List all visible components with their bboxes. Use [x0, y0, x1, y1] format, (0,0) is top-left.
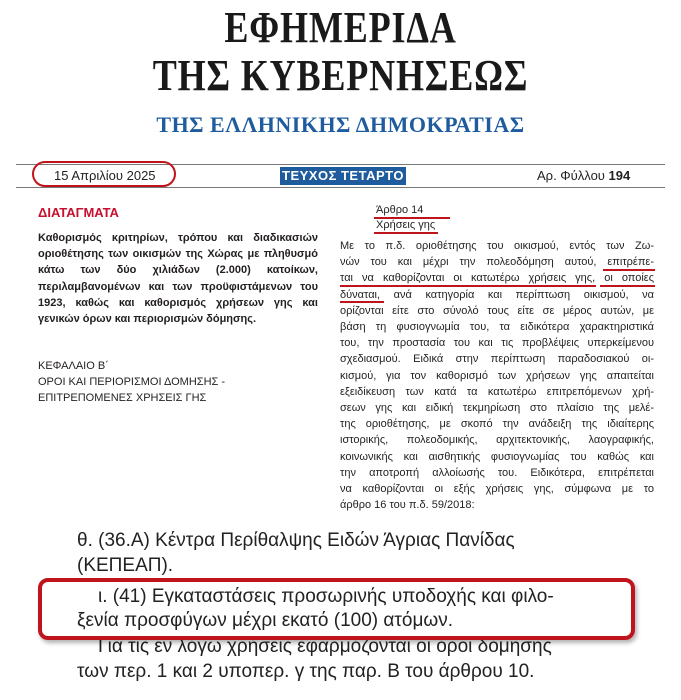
- highlight-underline-4: [340, 301, 384, 303]
- article-line: ορίζονται είτε στο σύνολό τους είτε σε μέρος αυτών, με: [340, 304, 654, 317]
- chapter-title-line1: ΟΡΟΙ ΚΑΙ ΠΕΡΙΟΡΙΣΜΟΙ ΔΟΜΗΣΗΣ -: [38, 376, 226, 388]
- chapter-number: ΚΕΦΑΛΑΙΟ Β΄: [38, 360, 109, 372]
- article-number: Άρθρο 14: [376, 204, 424, 216]
- zoomed-line-4: ξενία προσφύγων μέχρι εκατό (100) ατόμων.: [77, 610, 454, 631]
- zoomed-line-6: των περ. 1 και 2 υποπερ. γ της παρ. Β του άρθρου 10.: [77, 661, 535, 682]
- header-bottom-rule: [16, 187, 665, 188]
- article-line: βάση τη φυσιογνωμία του, τα ειδικότερα χαρακτηριστικά: [340, 321, 654, 334]
- sheet-label: Αρ. Φύλλου: [537, 168, 605, 183]
- zoomed-line-5: Για τις εν λόγω χρήσεις εφαρμόζονται οι όροι δόμησης: [98, 636, 552, 657]
- article-line: να καθορίζονται οι εξής χρήσεις γης, σύμφωνα με το: [340, 483, 654, 496]
- article-line: της οριοθέτησης, με σκοπό την ανάδειξη της ιδιαίτερης: [340, 418, 654, 431]
- issue-badge: ΤΕΥΧΟΣ ΤΕΤΑΡΤΟ: [280, 167, 406, 185]
- masthead-subtitle: ΤΗΣ ΕΛΛΗΝΙΚΗΣ ΔΗΜΟΚΡΑΤΙΑΣ: [156, 112, 525, 137]
- article-title: Χρήσεις γης: [376, 219, 436, 231]
- section-title: ΔΙΑΤΑΓΜΑΤΑ: [38, 205, 119, 220]
- masthead-title-line2: ΤΗΣ ΚΥΒΕΡΝΗΣΕΩΣ: [152, 51, 529, 100]
- article-line: κοινωνικής και αισθητικής φυσιογνωμίας του καθώς και: [340, 450, 654, 463]
- highlight-underline-1: [603, 269, 655, 271]
- article-line: ιστορικής, πολεοδομικής, αρχιτεκτονικής, λαογραφικής,: [340, 434, 654, 447]
- issue-date: 15 Απριλίου 2025: [54, 168, 156, 183]
- article-line: σχεδιασμού. Ειδικά στην περίπτωση παραδοσιακού οι-: [340, 353, 654, 366]
- article-line: ται να καθορίζονται οι κατωτέρω χρήσεις γης, οι οποίες: [340, 272, 654, 285]
- article-line: σεων γης και ειδική τεκμηρίωση στο πλαίσιο της μελέ-: [340, 402, 654, 415]
- zoomed-line-1: θ. (36.Α) Κέντρα Περίθαλψης Ειδών Άγριας Πανίδας: [77, 530, 515, 551]
- article-line: κισμού, για τον καθορισμό των χρήσεων γης απαιτείται: [340, 369, 654, 382]
- highlight-underline-3: [600, 285, 655, 287]
- zoomed-line-3: ι. (41) Εγκαταστάσεις προσωρινής υποδοχής και φιλο-: [98, 586, 554, 607]
- highlight-underline-2: [340, 285, 596, 287]
- article-line: Με το π.δ. οριοθέτησης του οικισμού, εντός των Ζω-: [340, 240, 654, 252]
- decree-summary: Καθορισμός κριτηρίων, τρόπου και διαδικασιών οριοθέτησης των οικισμών της Χώρας με πληθυσμό κάτω των δύο χιλιάδων (2.000) κατοίκων, περιλαμβανομένων και των προϋφιστάμενων του 1923, καθώς και καθορισμός χρήσεων γης και γενικών όρων και περιορισμών δόμησης.: [38, 232, 318, 326]
- article-line: δύναται, ανά κατηγορία και περίπτωση οικισμού, να: [340, 288, 654, 301]
- article-line: την αποτροπή αλλοίωσής του. Ειδικότερα, επιτρέπεται: [340, 466, 654, 479]
- article-body: [340, 238, 654, 513]
- article-line: άρθρο 16 του π.δ. 59/2018:: [340, 499, 475, 512]
- chapter-heading: [38, 358, 298, 406]
- article-line: του, την προστασία του και τις προβλέψεις υπερκείμενου: [340, 337, 654, 350]
- article-number-underline: [374, 217, 450, 219]
- zoomed-line-2: (ΚΕΠΕΑΠ).: [77, 555, 174, 576]
- article-title-underline: [374, 232, 438, 234]
- chapter-title-line2: ΕΠΙΤΡΕΠΟΜΕΝΕΣ ΧΡΗΣΕΙΣ ΓΗΣ: [38, 392, 207, 404]
- article-line: νών του και μέχρι την πολεοδόμηση αυτού, επιτρέπε-: [340, 256, 654, 269]
- sheet-number: [537, 168, 630, 183]
- zoomed-highlight-box: [38, 578, 635, 640]
- article-line: εξειδίκευση των κατά τα κατωτέρω επιτρεπόμενων χρή-: [340, 385, 654, 398]
- sheet-value: 194: [608, 168, 631, 183]
- masthead-title-line1: ΕΦΗΜΕΡΙΔΑ: [224, 3, 457, 52]
